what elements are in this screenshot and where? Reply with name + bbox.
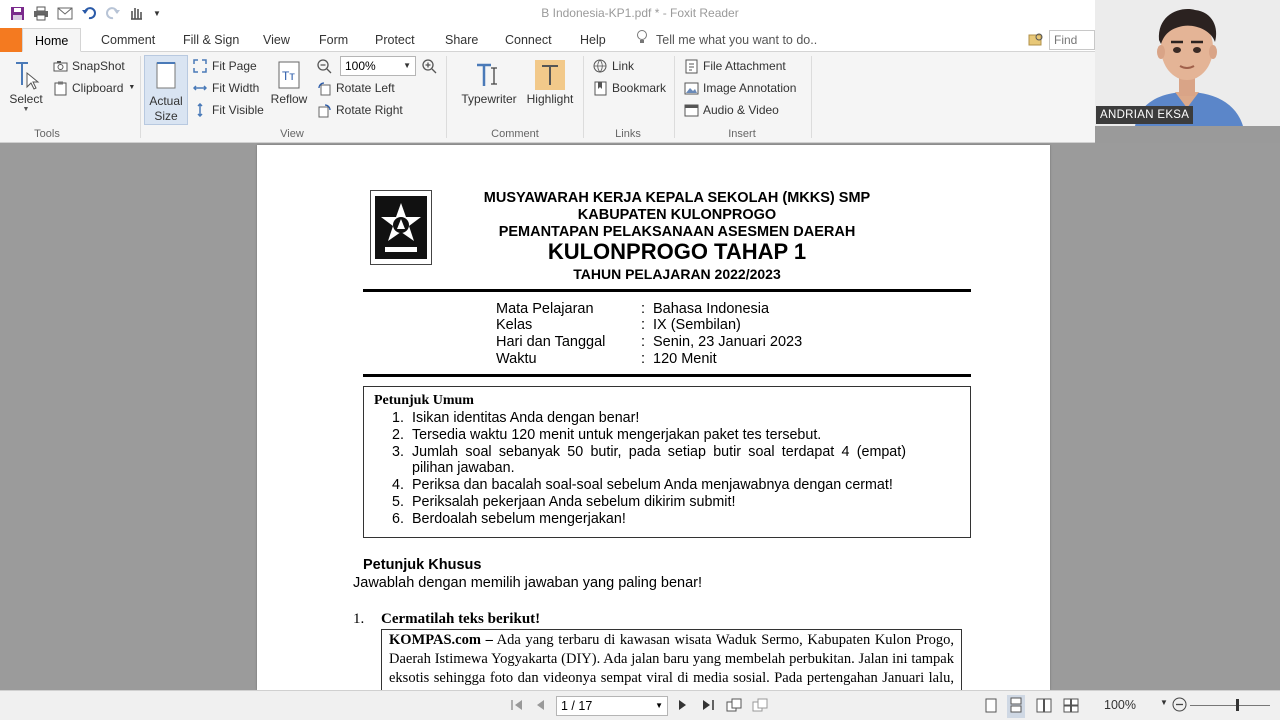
info-colon: : bbox=[641, 334, 646, 350]
fit-page-button[interactable] bbox=[192, 56, 257, 76]
zoom-slider-thumb[interactable] bbox=[1236, 699, 1239, 711]
question-title: Cermatilah teks berikut! bbox=[381, 611, 541, 627]
instruction-number: 2. bbox=[392, 427, 404, 443]
ribbon-separator bbox=[811, 56, 812, 138]
clipboard-label: Clipboard bbox=[72, 81, 124, 95]
question-number: 1. bbox=[353, 611, 365, 627]
instruction-number: 4. bbox=[392, 477, 404, 493]
group-label-links: Links bbox=[615, 128, 641, 140]
fit-visible-button[interactable] bbox=[192, 100, 264, 120]
fit-width-label: Fit Width bbox=[212, 81, 260, 95]
page-dropdown-icon: ▼ bbox=[655, 701, 663, 710]
zoom-value: 100% bbox=[345, 59, 376, 73]
instruction-item bbox=[392, 427, 822, 443]
window-title: B Indonesia-KP1.pdf * - Foxit Reader bbox=[541, 6, 739, 20]
continuous-page-icon[interactable] bbox=[1007, 695, 1025, 718]
info-value-subject: Bahasa Indonesia bbox=[653, 301, 770, 317]
instruction-text: Berdoalah sebelum mengerjakan! bbox=[412, 511, 626, 527]
zoom-level[interactable]: 100% bbox=[1104, 698, 1136, 712]
ribbon-separator bbox=[140, 56, 141, 138]
image-annotation-label: Image Annotation bbox=[703, 81, 797, 95]
passage-source: KOMPAS.com – bbox=[389, 632, 493, 648]
reading-passage bbox=[381, 629, 962, 690]
bookmark-button[interactable] bbox=[592, 78, 666, 98]
tab-share[interactable]: Share bbox=[445, 33, 479, 47]
clipboard-button[interactable] bbox=[52, 78, 135, 98]
next-page-icon[interactable] bbox=[677, 698, 689, 715]
reflow-label: Reflow bbox=[270, 92, 308, 106]
clipboard-dropdown-icon[interactable]: ▼ bbox=[128, 84, 136, 91]
group-label-tools: Tools bbox=[34, 128, 60, 140]
file-attachment-button[interactable] bbox=[683, 56, 786, 76]
participant-name: ANDRIAN EKSA bbox=[1096, 106, 1193, 124]
continuous-facing-icon[interactable] bbox=[1063, 698, 1079, 716]
pdf-page[interactable] bbox=[257, 145, 1050, 690]
info-colon: : bbox=[641, 317, 646, 333]
info-divider bbox=[363, 374, 971, 377]
tab-home[interactable]: Home bbox=[22, 28, 81, 52]
header-line-5: TAHUN PELAJARAN 2022/2023 bbox=[573, 266, 781, 282]
facing-pages-icon[interactable] bbox=[1036, 698, 1052, 716]
instruction-number: 5. bbox=[392, 494, 404, 510]
header-line-2: KABUPATEN KULONPROGO bbox=[577, 207, 777, 223]
special-instructions-title: Petunjuk Khusus bbox=[363, 557, 482, 573]
actual-size-label-1: Actual bbox=[149, 94, 183, 108]
instruction-item bbox=[392, 444, 906, 476]
file-attachment-icon bbox=[683, 58, 699, 74]
typewriter-button[interactable] bbox=[456, 58, 522, 106]
rotate-right-label: Rotate Right bbox=[336, 103, 403, 117]
info-value-time: 120 Menit bbox=[653, 351, 717, 367]
zoom-out-icon bbox=[316, 58, 332, 74]
header-line-3: PEMANTAPAN PELAKSANAAN ASESMEN DAERAH bbox=[498, 224, 856, 240]
select-text-icon bbox=[6, 58, 46, 92]
file-menu-button[interactable] bbox=[0, 28, 22, 52]
instruction-number: 1. bbox=[392, 410, 404, 426]
snapshot-label: SnapShot bbox=[72, 59, 125, 73]
instruction-item bbox=[392, 511, 626, 527]
zoom-select[interactable] bbox=[340, 56, 416, 76]
clipboard-icon bbox=[52, 80, 68, 96]
audio-video-icon bbox=[683, 102, 699, 118]
school-logo bbox=[370, 190, 432, 265]
tab-connect[interactable]: Connect bbox=[505, 33, 552, 47]
tab-protect[interactable]: Protect bbox=[375, 33, 415, 47]
passage-text: Ada yang terbaru di kawasan wisata Waduk Sermo, Kabupaten Kulon Progo, Daerah Istimewa Yogyakarta (DIY). Ada jalan baru yang membelah perbukitan. Jalan ini tampak eksotis sehingga foto dan videonya sempat viral di media sosial. Pada pertengahan Januari lalu, bbox=[389, 632, 954, 686]
instruction-number: 3. bbox=[392, 444, 404, 460]
status-bar bbox=[0, 690, 1280, 720]
general-instructions-box bbox=[363, 386, 971, 538]
rotate-left-icon bbox=[316, 80, 332, 96]
zoom-in-button[interactable] bbox=[421, 56, 441, 76]
info-label-date: Hari dan Tanggal bbox=[496, 334, 606, 350]
page-number-value: 1 / 17 bbox=[561, 699, 593, 713]
ribbon-home bbox=[0, 52, 1095, 143]
fit-width-icon bbox=[192, 80, 208, 96]
highlight-label: Highlight bbox=[526, 92, 574, 106]
select-button[interactable] bbox=[6, 58, 46, 113]
header-line-4: KULONPROGO TAHAP 1 bbox=[547, 239, 807, 264]
audio-video-label: Audio & Video bbox=[703, 103, 779, 117]
tab-help[interactable]: Help bbox=[580, 33, 606, 47]
group-label-comment: Comment bbox=[491, 128, 539, 140]
fit-width-button[interactable] bbox=[192, 78, 259, 98]
typewriter-label: Typewriter bbox=[461, 92, 517, 106]
actual-size-icon bbox=[145, 56, 187, 94]
header-divider bbox=[363, 289, 971, 292]
find-input[interactable]: Find bbox=[1049, 30, 1095, 50]
find-icon[interactable] bbox=[1028, 32, 1046, 48]
zoom-dropdown-icon: ▼ bbox=[403, 61, 411, 70]
rotate-right-icon bbox=[316, 102, 332, 118]
file-attachment-label: File Attachment bbox=[703, 59, 786, 73]
general-instructions-title: Petunjuk Umum bbox=[374, 393, 474, 408]
rotate-right-button[interactable] bbox=[316, 100, 403, 120]
instruction-item bbox=[392, 477, 893, 493]
typewriter-icon bbox=[456, 58, 522, 92]
tab-comment[interactable]: Comment bbox=[101, 33, 156, 47]
snapshot-button[interactable] bbox=[52, 56, 125, 76]
instruction-number: 6. bbox=[392, 511, 404, 527]
select-label: Select bbox=[9, 92, 43, 106]
link-label: Link bbox=[612, 59, 635, 73]
tab-view[interactable]: View bbox=[263, 33, 290, 47]
info-label-class: Kelas bbox=[496, 317, 533, 333]
info-colon: : bbox=[641, 351, 646, 367]
zoom-slider-track[interactable] bbox=[1190, 705, 1270, 706]
actual-size-button[interactable] bbox=[144, 55, 188, 125]
previous-view-icon[interactable] bbox=[726, 698, 742, 715]
link-icon bbox=[592, 58, 608, 74]
rotate-left-button[interactable] bbox=[316, 78, 395, 98]
zoom-out-circle-icon[interactable] bbox=[1172, 697, 1187, 715]
audio-video-button[interactable] bbox=[683, 100, 779, 120]
lightbulb-icon bbox=[636, 28, 650, 52]
fit-visible-icon bbox=[192, 102, 208, 118]
next-view-icon[interactable] bbox=[752, 698, 768, 715]
bookmark-label: Bookmark bbox=[612, 81, 667, 95]
previous-page-icon[interactable] bbox=[534, 698, 546, 715]
tab-fill-sign[interactable]: Fill & Sign bbox=[183, 33, 240, 47]
tell-me-search[interactable] bbox=[636, 28, 817, 52]
tell-me-text: Tell me what you want to do.. bbox=[656, 33, 818, 47]
ribbon-separator bbox=[674, 56, 675, 138]
title-bar bbox=[0, 0, 1280, 28]
actual-size-label-2: Size bbox=[154, 109, 178, 123]
zoom-level-dropdown-icon[interactable]: ▼ bbox=[1160, 698, 1168, 707]
image-annotation-icon bbox=[683, 80, 699, 96]
instruction-item bbox=[392, 494, 736, 510]
instruction-text: Jumlah soal sebanyak 50 butir, pada setiap butir soal terdapat 4 (empat) pilihan jawaban. bbox=[412, 444, 906, 476]
customize-qat-icon[interactable]: ▼ bbox=[153, 8, 161, 18]
group-label-view: View bbox=[280, 128, 304, 140]
first-page-icon[interactable] bbox=[510, 698, 524, 715]
bookmark-icon bbox=[592, 80, 608, 96]
camera-icon bbox=[52, 58, 68, 74]
fit-page-label: Fit Page bbox=[212, 59, 257, 73]
special-instructions-text: Jawablah dengan memilih jawaban yang paling benar! bbox=[353, 575, 703, 591]
last-page-icon[interactable] bbox=[701, 698, 715, 715]
instruction-item bbox=[392, 410, 640, 426]
instruction-text: Periksa dan bacalah soal-soal sebelum Anda menjawabnya dengan cermat! bbox=[412, 477, 893, 493]
page-number-input[interactable] bbox=[556, 696, 668, 716]
ribbon-separator bbox=[583, 56, 584, 138]
instruction-text: Isikan identitas Anda dengan benar! bbox=[412, 410, 640, 426]
tab-form[interactable]: Form bbox=[319, 33, 349, 47]
fit-page-icon bbox=[192, 58, 208, 74]
select-dropdown-icon[interactable]: ▼ bbox=[22, 106, 30, 113]
reflow-button[interactable] bbox=[268, 58, 310, 106]
rotate-left-label: Rotate Left bbox=[336, 81, 395, 95]
info-value-class: IX (Sembilan) bbox=[653, 317, 741, 333]
zoom-in-icon bbox=[421, 58, 437, 74]
instruction-text: Periksalah pekerjaan Anda sebelum dikirim submit! bbox=[412, 494, 736, 510]
link-button[interactable] bbox=[592, 56, 634, 76]
info-value-date: Senin, 23 Januari 2023 bbox=[653, 334, 803, 350]
image-annotation-button[interactable] bbox=[683, 78, 796, 98]
instruction-text: Tersedia waktu 120 menit untuk mengerjakan paket tes tersebut. bbox=[412, 427, 822, 443]
info-label-subject: Mata Pelajaran bbox=[496, 301, 594, 317]
ribbon-separator bbox=[446, 56, 447, 138]
highlight-button[interactable] bbox=[524, 58, 576, 106]
reflow-icon bbox=[268, 58, 310, 92]
header-line-1: MUSYAWARAH KERJA KEPALA SEKOLAH (MKKS) SMP bbox=[483, 190, 871, 206]
group-label-insert: Insert bbox=[728, 128, 756, 140]
zoom-out-button[interactable] bbox=[316, 56, 336, 76]
svg-text:Tт: Tт bbox=[282, 69, 295, 83]
info-label-time: Waktu bbox=[496, 351, 537, 367]
fit-visible-label: Fit Visible bbox=[212, 103, 264, 117]
single-page-icon[interactable] bbox=[985, 698, 997, 716]
highlight-icon bbox=[524, 58, 576, 92]
info-colon: : bbox=[641, 301, 646, 317]
